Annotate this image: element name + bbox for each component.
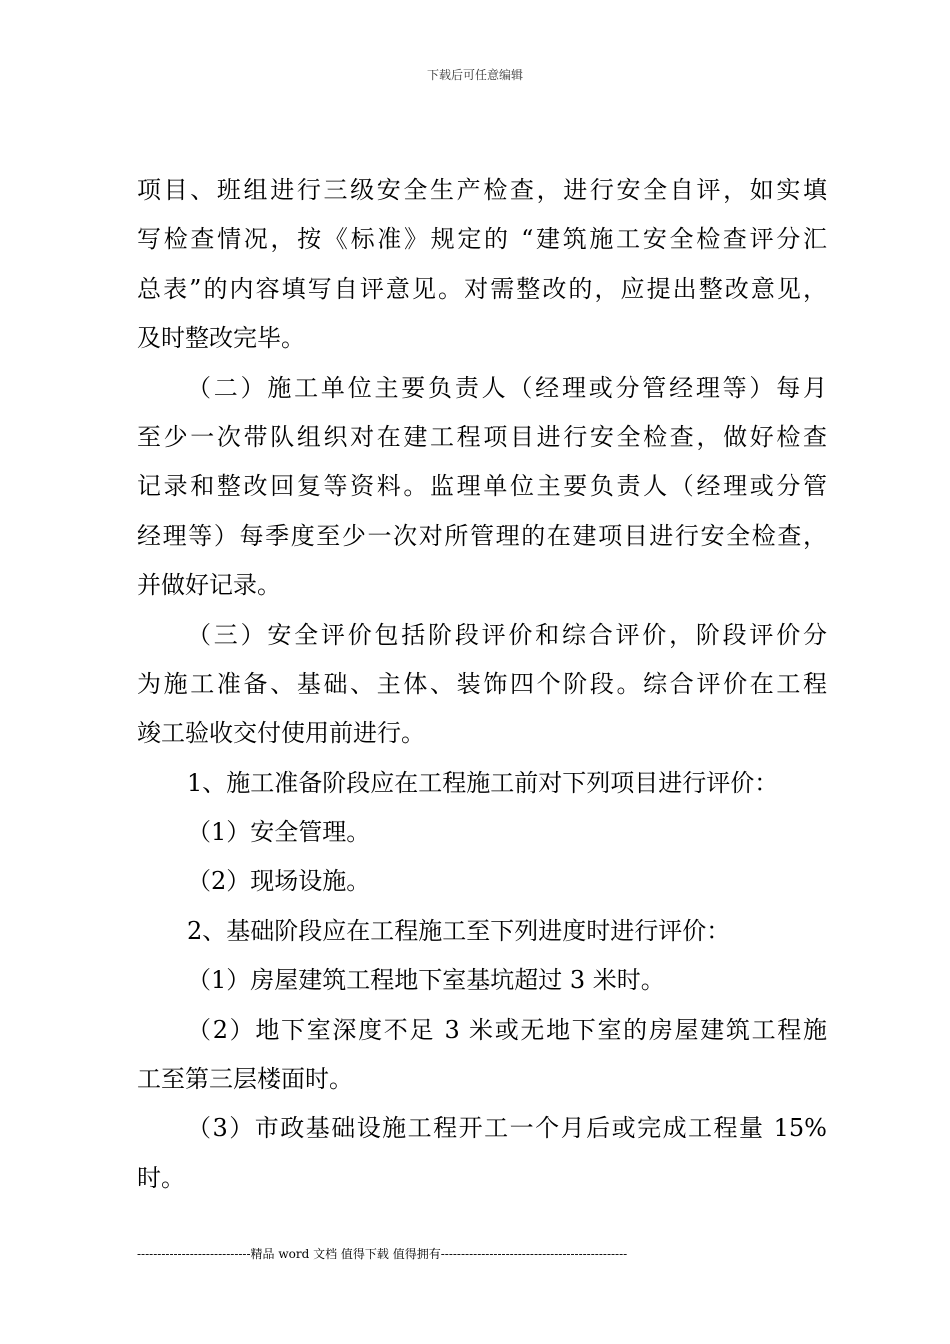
text-line: 写检查情况，按《标准》规定的 “建筑施工安全检查评分汇 [137, 225, 827, 254]
text-line: 2、基础阶段应在工程施工至下列进度时进行评价： [187, 916, 731, 945]
text-line: （二）施工单位主要负责人（经理或分管经理等）每月 [187, 373, 827, 402]
text-line: 为施工准备、基础、主体、装饰四个阶段。综合评价在工程 [137, 669, 827, 698]
text-line: 时。 [137, 1163, 185, 1192]
text-line: （2）地下室深度不足 3 米或无地下室的房屋建筑工程施 [187, 1015, 827, 1044]
text-line: 记录和整改回复等资料。监理单位主要负责人（经理或分管 [137, 472, 827, 501]
text-line: 并做好记录。 [137, 571, 281, 600]
text-line: （三）安全评价包括阶段评价和综合评价，阶段评价分 [187, 620, 827, 649]
text-line: （3）市政基础设施工程开工一个月后或完成工程量 15% [187, 1114, 827, 1143]
text-line: （2）现场设施。 [187, 867, 371, 896]
page-header: 下载后可任意编辑 [426, 68, 523, 82]
text-line: （1）房屋建筑工程地下室基坑超过 3 米时。 [187, 966, 665, 995]
text-line: 工至第三层楼面时。 [137, 1065, 353, 1094]
text-line: （1）安全管理。 [187, 818, 371, 847]
text-line: 经理等）每季度至少一次对所管理的在建项目进行安全检查， [137, 521, 827, 550]
text-line: 1、施工准备阶段应在工程施工前对下列项目进行评价： [187, 768, 779, 797]
text-line: 总表”的内容填写自评意见。对需整改的，应提出整改意见， [137, 274, 827, 303]
text-line: 竣工验收交付使用前进行。 [137, 719, 425, 748]
document-body [137, 166, 827, 1203]
text-line: 至少一次带队组织对在建工程项目进行安全检查，做好检查 [137, 422, 827, 451]
text-line: 项目、班组进行三级安全生产检查，进行安全自评，如实填 [137, 176, 827, 204]
text-line: 及时整改完毕。 [137, 324, 305, 353]
page-footer: ----------------------------精品 word 文档 值得下载 值得拥有---------------------------------------------- [137, 1247, 628, 1261]
